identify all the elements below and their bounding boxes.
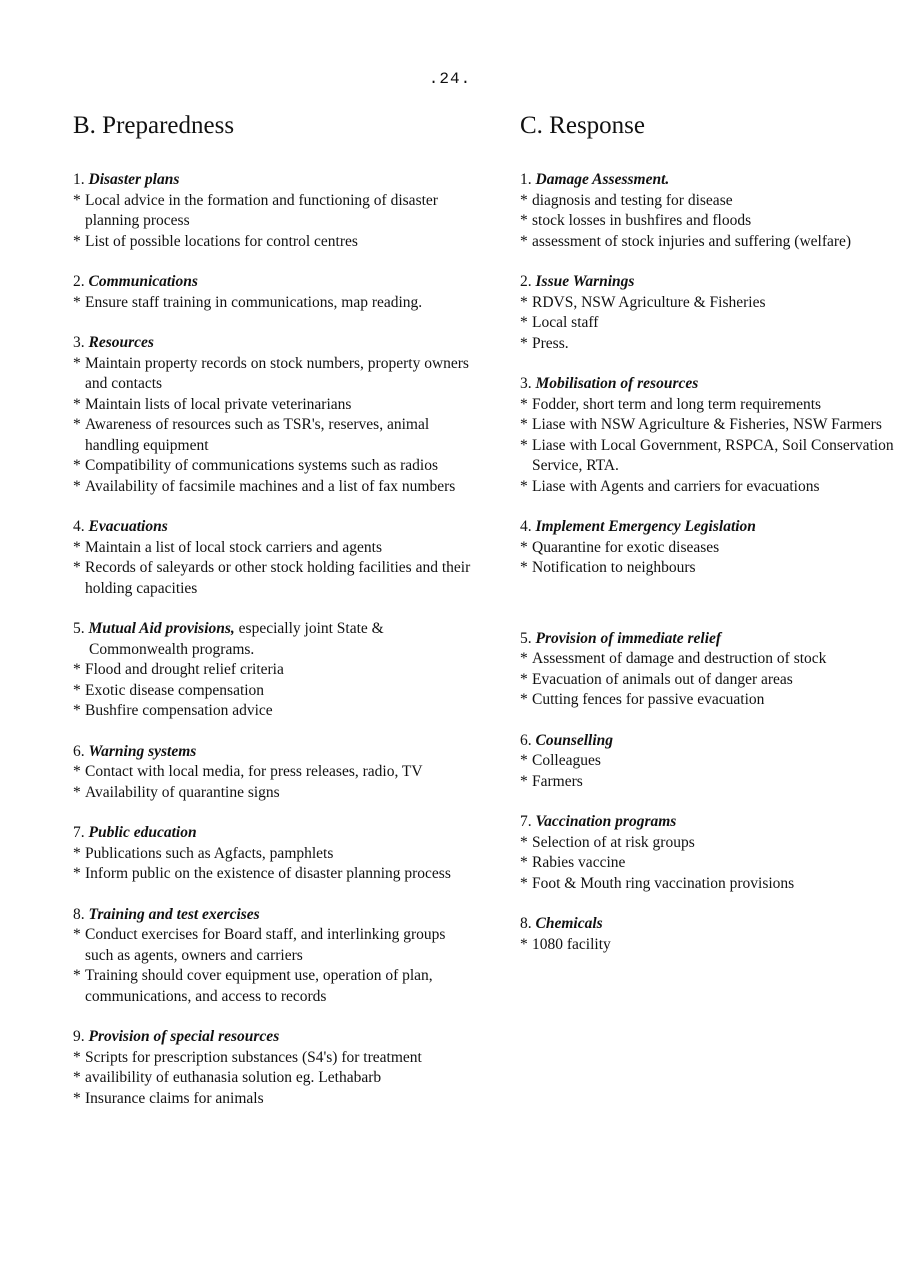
response-heading: C. Response [520,112,645,139]
list-item: * Colleagues [520,751,900,772]
bullet-list [520,751,900,792]
section-title: 3. Mobilisation of resources [520,375,699,392]
section-title: 8. Training and test exercises [73,905,260,923]
bullet-list [73,762,473,803]
section-damage-assessment [520,170,900,252]
section-special-resources [73,1027,473,1109]
section-title: 2. Issue Warnings [520,273,635,290]
bullet-list [520,191,900,253]
response-column [520,110,900,975]
bullet-list [73,293,473,314]
list-item: * Fodder, short term and long term requirements [520,395,900,416]
section-title: 6. Counselling [520,731,614,749]
list-item: * Records of saleyards or other stock holding facilities and their holding capacities [73,558,473,599]
spacer [520,599,900,629]
section-title: 4. Evacuations [73,518,168,535]
list-item: * Maintain lists of local private veterinarians [73,395,473,416]
list-item: * Maintain a list of local stock carriers and agents [73,538,473,559]
section-title: 3. Resources [73,334,154,351]
list-item: * Exotic disease compensation [73,681,473,702]
bullet-list [73,925,473,1007]
list-item: * Farmers [520,772,900,793]
section-title: 5. Mutual Aid provisions, especially joint State & Commonwealth programs. [73,620,384,658]
section-title: 7. Vaccination programs [520,813,677,830]
list-item: * Conduct exercises for Board staff, and interlinking groups such as agents, owners and carriers [73,925,473,966]
list-item: * Quarantine for exotic diseases [520,538,900,559]
list-item: * Awareness of resources such as TSR's, reserves, animal handling equipment [73,415,473,456]
list-item: * Evacuation of animals out of danger areas [520,670,900,691]
preparedness-column [73,110,473,1129]
bullet-list [73,354,473,498]
list-item: * Liase with NSW Agriculture & Fisheries, NSW Farmers [520,415,900,436]
list-item: * Availability of quarantine signs [73,783,473,804]
section-title: 8. Chemicals [520,915,603,932]
bullet-list [73,191,473,253]
section-title: 1. Damage Assessment. [520,171,670,188]
section-evacuations [73,517,473,599]
list-item: * Insurance claims for animals [73,1089,473,1110]
list-item: * List of possible locations for control centres [73,232,473,253]
list-item: * Local staff [520,313,900,334]
list-item: * Liase with Agents and carriers for evacuations [520,477,900,498]
section-mobilisation [520,374,900,497]
list-item: * Training should cover equipment use, operation of plan, communications, and access to records [73,966,473,1007]
list-item: * Liase with Local Government, RSPCA, Soil Conservation Service, RTA. [520,436,900,477]
bullet-list [520,649,900,711]
list-item: * Flood and drought relief criteria [73,660,473,681]
section-emergency-legislation [520,517,900,579]
list-item: * Contact with local media, for press releases, radio, TV [73,762,473,783]
list-item: * Publications such as Agfacts, pamphlets [73,844,473,865]
section-counselling [520,731,900,793]
section-public-education [73,823,473,885]
section-title: 4. Implement Emergency Legislation [520,518,756,535]
list-item: * Press. [520,334,900,355]
list-item: * Assessment of damage and destruction of stock [520,649,900,670]
bullet-list [73,1048,473,1110]
section-mutual-aid [73,619,473,722]
list-item: * stock losses in bushfires and floods [520,211,900,232]
list-item: * Local advice in the formation and functioning of disaster planning process [73,191,473,232]
section-resources [73,333,473,497]
section-chemicals [520,914,900,955]
list-item: * Maintain property records on stock numbers, property owners and contacts [73,354,473,395]
bullet-list [520,293,900,355]
list-item: * Rabies vaccine [520,853,900,874]
list-item: * availibility of euthanasia solution eg. Lethabarb [73,1068,473,1089]
list-item: * Inform public on the existence of disaster planning process [73,864,473,885]
section-communications [73,272,473,313]
preparedness-heading: B. Preparedness [73,112,235,139]
list-item: * Notification to neighbours [520,558,900,579]
list-item: * assessment of stock injuries and suffering (welfare) [520,232,900,253]
bullet-list [520,833,900,895]
section-title: 9. Provision of special resources [73,1028,280,1045]
list-item: * Foot & Mouth ring vaccination provisions [520,874,900,895]
section-title: 2. Communications [73,273,198,290]
section-title: 1. Disaster plans [73,171,180,188]
list-item: * Availability of facsimile machines and a list of fax numbers [73,477,473,498]
page-number: .24. [428,70,472,88]
list-item: * Ensure staff training in communications, map reading. [73,293,473,314]
section-title: 6. Warning systems [73,742,197,760]
bullet-list [520,935,900,956]
list-item: * Compatibility of communications systems such as radios [73,456,473,477]
section-issue-warnings [520,272,900,354]
list-item: * Scripts for prescription substances (S4's) for treatment [73,1048,473,1069]
section-vaccination [520,812,900,894]
bullet-list [520,538,900,579]
section-disaster-plans [73,170,473,252]
section-title: 5. Provision of immediate relief [520,629,722,647]
section-immediate-relief [520,629,900,711]
bullet-list [73,538,473,600]
section-warning-systems [73,742,473,804]
section-title: 7. Public education [73,824,197,841]
list-item: * RDVS, NSW Agriculture & Fisheries [520,293,900,314]
list-item: * 1080 facility [520,935,900,956]
section-training [73,905,473,1008]
list-item: * Selection of at risk groups [520,833,900,854]
list-item: * Cutting fences for passive evacuation [520,690,900,711]
bullet-list [73,844,473,885]
list-item: * diagnosis and testing for disease [520,191,900,212]
bullet-list [73,660,473,722]
bullet-list [520,395,900,498]
list-item: * Bushfire compensation advice [73,701,473,722]
